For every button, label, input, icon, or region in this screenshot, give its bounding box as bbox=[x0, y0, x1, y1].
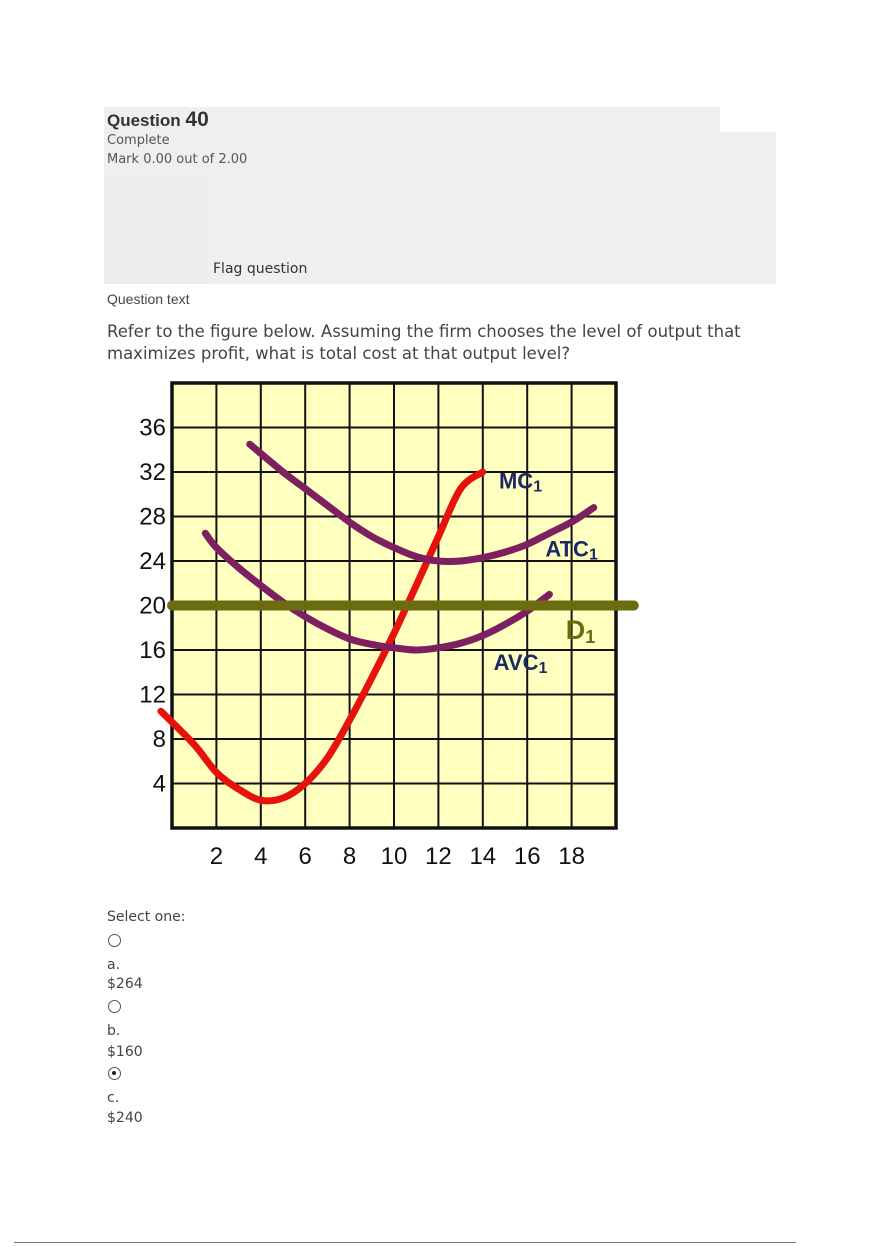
y-tick-label: 36 bbox=[139, 414, 166, 442]
option-b-letter: b. bbox=[107, 1023, 121, 1039]
x-tick-label: 2 bbox=[209, 843, 224, 870]
y-tick-label: 12 bbox=[139, 681, 166, 709]
x-tick-label: 8 bbox=[342, 843, 357, 870]
question-state: Complete bbox=[107, 133, 170, 148]
series-label-mc1: MC1 bbox=[498, 468, 543, 496]
x-tick-label: 4 bbox=[254, 843, 268, 870]
cost-curves-chart bbox=[114, 378, 644, 878]
x-tick-label: 14 bbox=[469, 843, 497, 870]
question-text-label: Question text bbox=[107, 291, 190, 307]
series-label-avc1: AVC1 bbox=[493, 650, 548, 678]
page-bottom-rule bbox=[14, 1242, 796, 1243]
flag-question-link[interactable]: Flag question bbox=[213, 261, 308, 277]
question-grade: Mark 0.00 out of 2.00 bbox=[107, 152, 248, 167]
y-tick-label: 16 bbox=[139, 637, 166, 664]
series-label-atc1: ATC1 bbox=[545, 536, 598, 564]
option-c-letter: c. bbox=[107, 1090, 120, 1106]
option-a-value: $264 bbox=[107, 976, 143, 992]
question-text: Refer to the figure below. Assuming the firm chooses the level of output that maximizes profit, what is total cost at that output level? bbox=[107, 322, 741, 363]
option-c-value: $240 bbox=[107, 1110, 143, 1126]
y-tick-label: 24 bbox=[139, 548, 166, 575]
option-a-radio[interactable] bbox=[108, 934, 121, 947]
series-label-d1: D1 bbox=[565, 614, 596, 647]
question-number bbox=[107, 108, 209, 132]
y-tick-label: 32 bbox=[139, 459, 166, 486]
info-column bbox=[104, 177, 208, 284]
option-c-radio[interactable] bbox=[108, 1067, 121, 1080]
question-number-value: 40 bbox=[185, 108, 209, 131]
x-tick-label: 6 bbox=[298, 843, 312, 870]
x-tick-label: 12 bbox=[425, 843, 452, 870]
y-tick-label: 8 bbox=[152, 726, 166, 753]
question-label: Question bbox=[107, 111, 181, 130]
x-tick-label: 18 bbox=[558, 843, 585, 870]
x-tick-label: 10 bbox=[380, 843, 408, 870]
y-tick-label: 4 bbox=[152, 770, 166, 798]
option-b-value: $160 bbox=[107, 1044, 143, 1060]
y-tick-label: 28 bbox=[139, 503, 166, 531]
select-one-label: Select one: bbox=[107, 909, 186, 925]
info-notch bbox=[720, 107, 776, 132]
y-tick-label: 20 bbox=[139, 592, 166, 620]
option-a-letter: a. bbox=[107, 957, 121, 973]
x-tick-label: 16 bbox=[513, 843, 541, 870]
option-b-radio[interactable] bbox=[108, 1000, 121, 1013]
question-info-panel bbox=[104, 107, 776, 284]
